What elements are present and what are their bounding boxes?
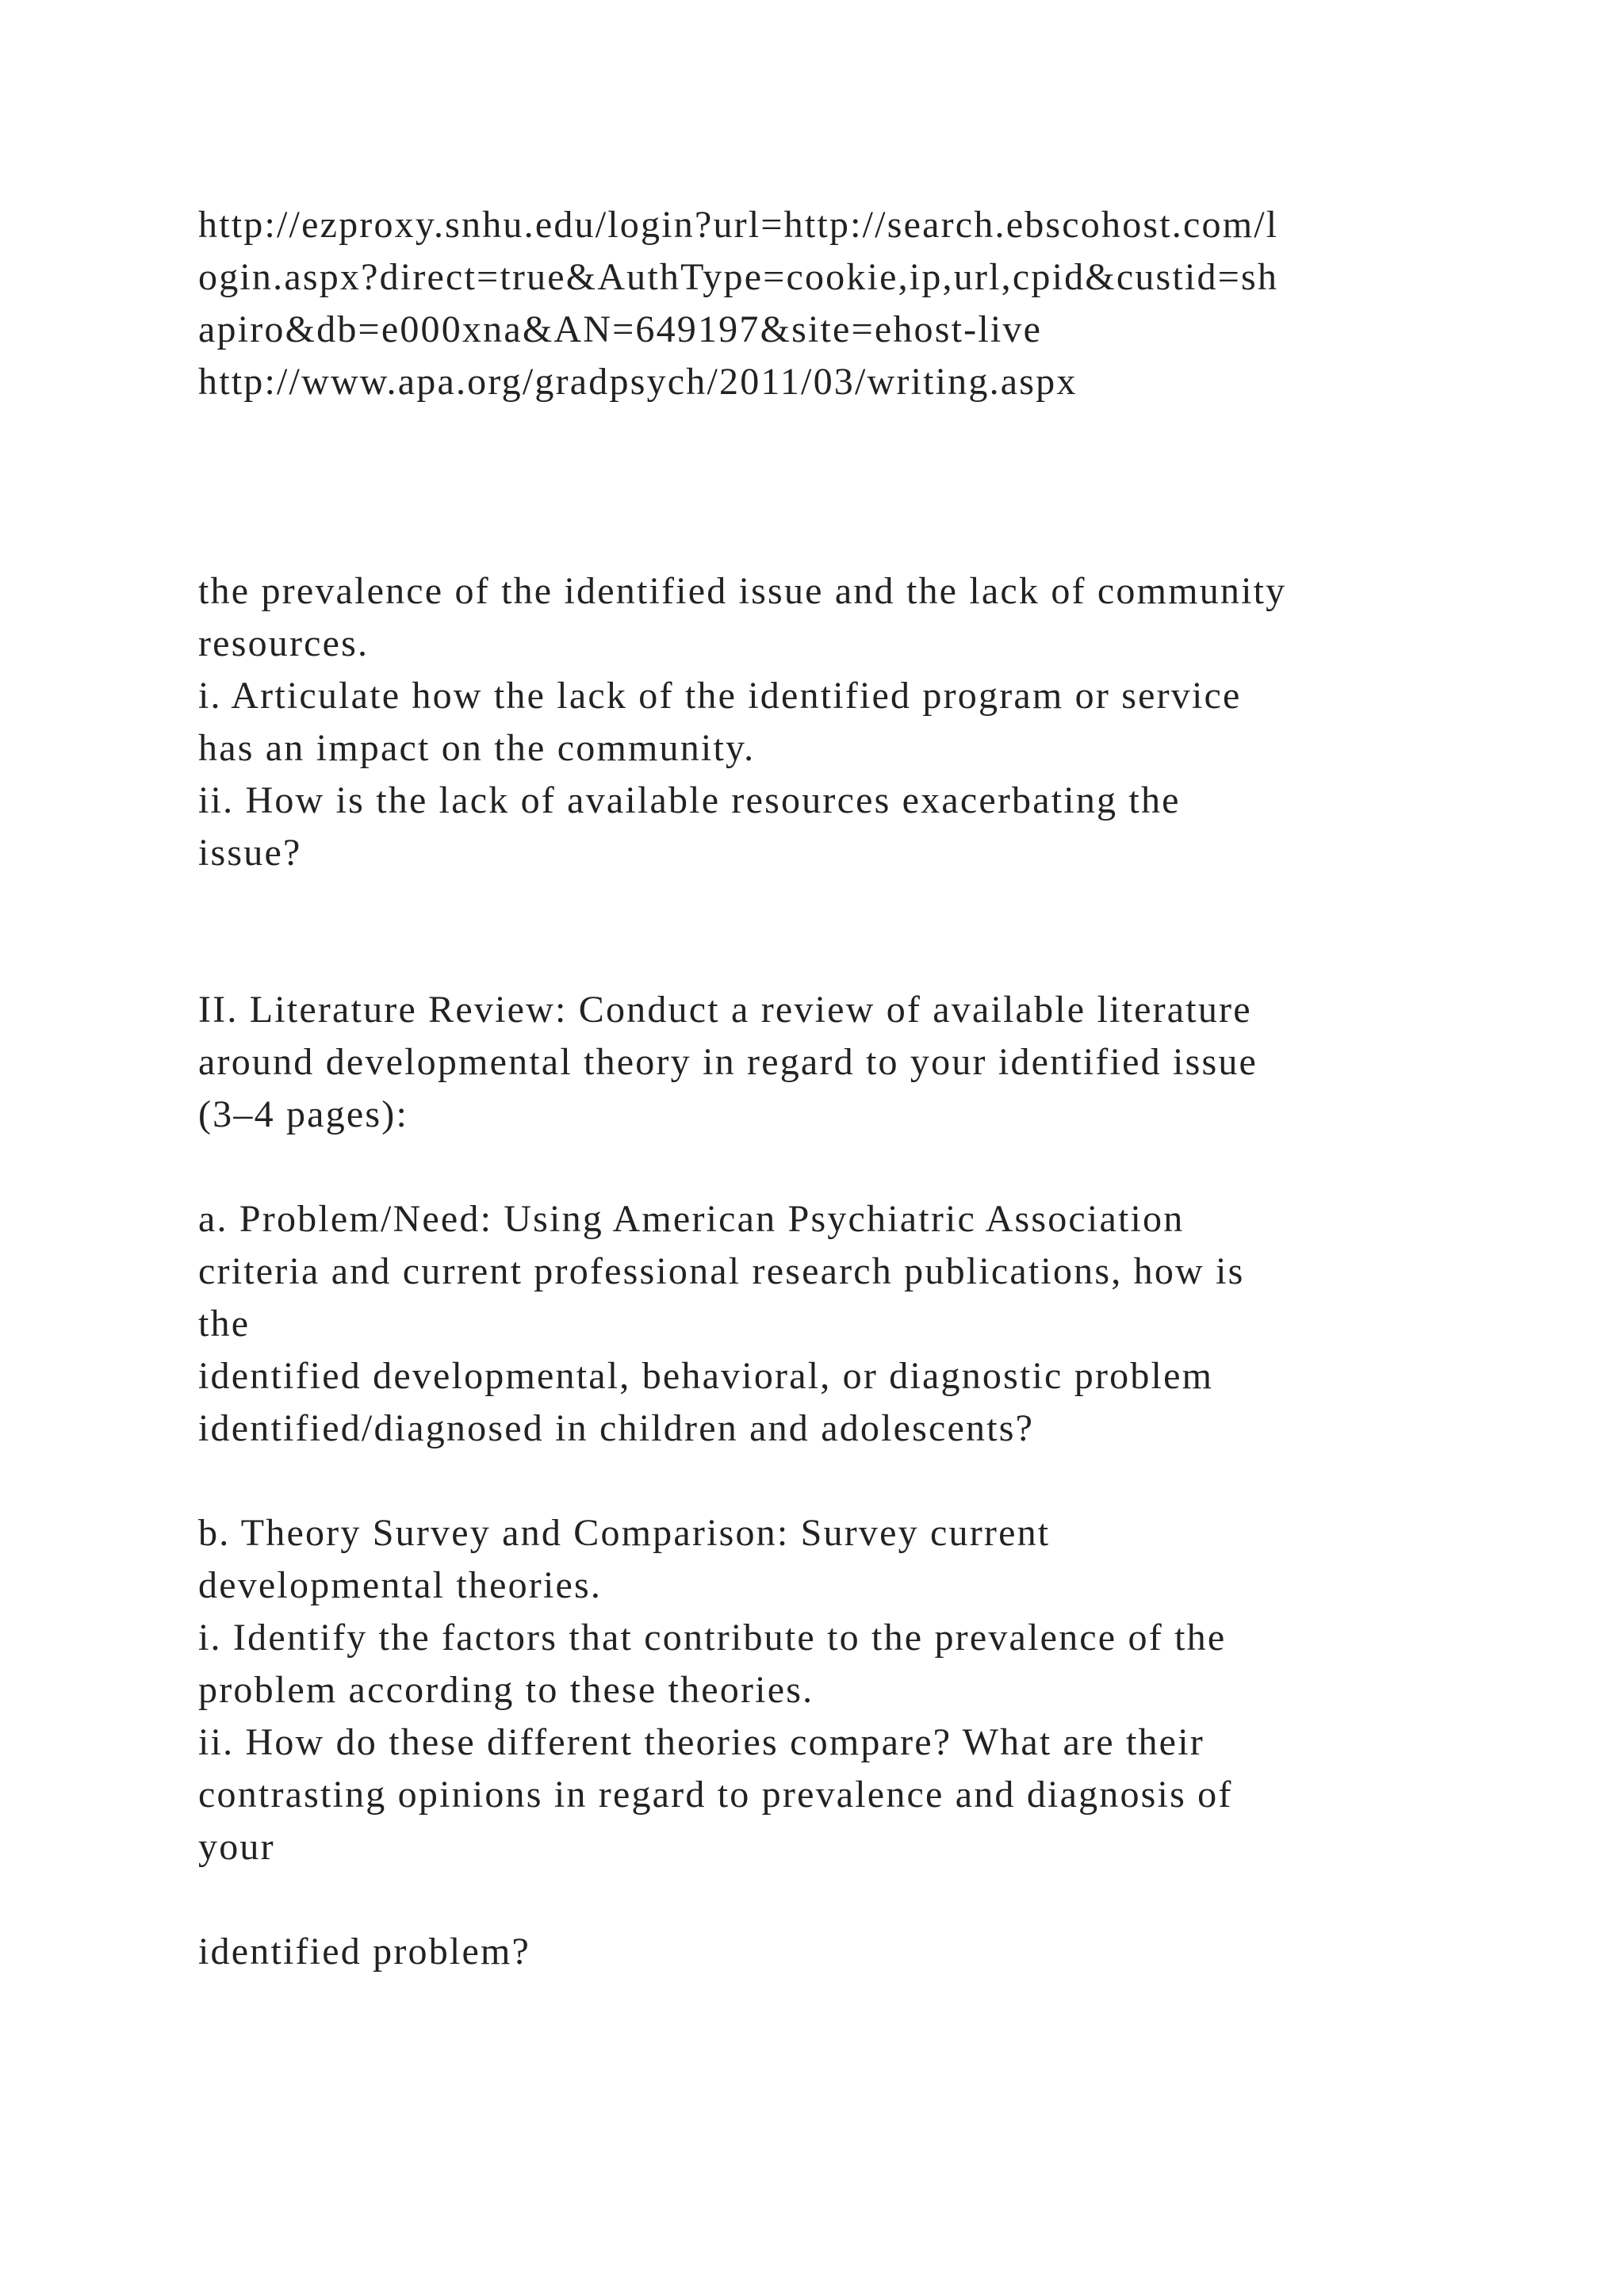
paragraph-line: identified developmental, behavioral, or diagnostic problem bbox=[198, 1355, 1214, 1397]
paragraph-line: developmental theories. bbox=[198, 1564, 603, 1606]
reference-url-line-1: http://ezproxy.snhu.edu/login?url=http://search.ebscohost.com/l bbox=[198, 204, 1279, 246]
paragraph-line: criteria and current professional research publications, how is bbox=[198, 1250, 1245, 1292]
paragraph-line: has an impact on the community. bbox=[198, 727, 756, 769]
paragraph-line: the prevalence of the identified issue and the lack of community bbox=[198, 570, 1287, 612]
paragraph-line: your bbox=[198, 1826, 275, 1868]
paragraph-line: i. Articulate how the lack of the identified program or service bbox=[198, 675, 1242, 717]
paragraph-line: (3–4 pages): bbox=[198, 1093, 408, 1135]
paragraph-line: issue? bbox=[198, 832, 302, 874]
section-heading-line: II. Literature Review: Conduct a review of available literature bbox=[198, 989, 1252, 1031]
paragraph-line: i. Identify the factors that contribute to the prevalence of the bbox=[198, 1617, 1227, 1659]
paragraph-line: problem according to these theories. bbox=[198, 1669, 814, 1711]
paragraph-line: ii. How is the lack of available resources exacerbating the bbox=[198, 779, 1181, 821]
reference-url-line-4: http://www.apa.org/gradpsych/2011/03/writing.aspx bbox=[198, 361, 1078, 403]
paragraph-line: identified problem? bbox=[198, 1931, 531, 1973]
paragraph-line: contrasting opinions in regard to prevalence and diagnosis of bbox=[198, 1774, 1233, 1816]
paragraph-line: around developmental theory in regard to your identified issue bbox=[198, 1041, 1258, 1083]
paragraph-line: resources. bbox=[198, 622, 370, 664]
reference-url-line-3: apiro&db=e000xna&AN=649197&site=ehost-live bbox=[198, 308, 1043, 350]
paragraph-line: the bbox=[198, 1303, 251, 1345]
reference-url-line-2: ogin.aspx?direct=true&AuthType=cookie,ip,url,cpid&custid=sh bbox=[198, 256, 1279, 298]
paragraph-line: a. Problem/Need: Using American Psychiatric Association bbox=[198, 1198, 1185, 1240]
paragraph-line: identified/diagnosed in children and adolescents? bbox=[198, 1407, 1035, 1449]
paragraph-line: b. Theory Survey and Comparison: Survey current bbox=[198, 1512, 1051, 1554]
paragraph-line: ii. How do these different theories compare? What are their bbox=[198, 1721, 1205, 1763]
